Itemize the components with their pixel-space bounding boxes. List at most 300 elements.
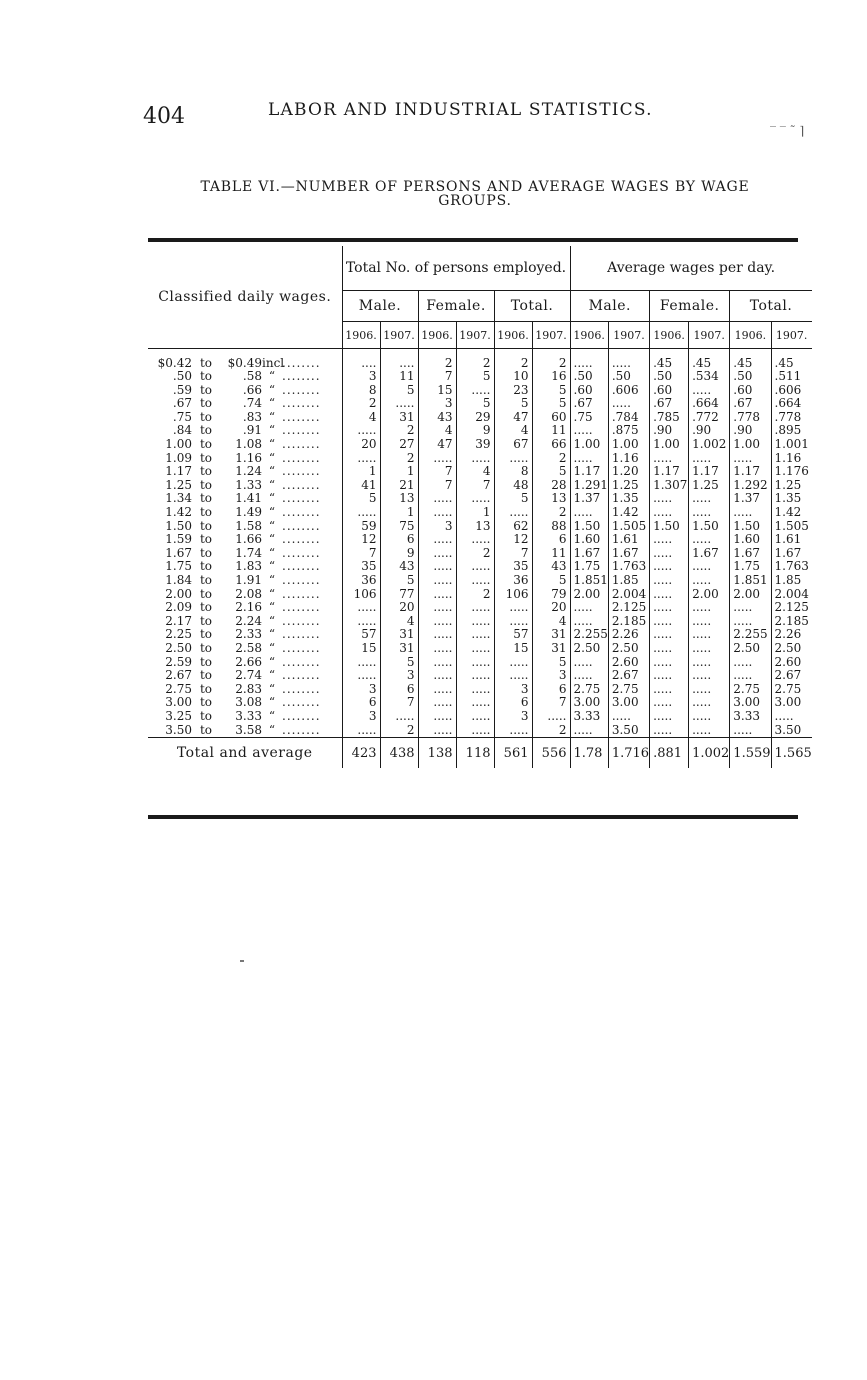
- wage-to: to: [199, 601, 213, 615]
- table-cell: .....: [456, 628, 494, 642]
- table-cell: 1.85: [771, 574, 812, 588]
- table-cell: 1.00: [570, 438, 608, 452]
- table-cell: .....: [608, 357, 649, 371]
- wage-class-label: [148, 438, 342, 452]
- wage-low: 1.17: [165, 465, 192, 479]
- table-cell: 3.00: [570, 696, 608, 710]
- table-row: [148, 411, 812, 425]
- wage-ditto: “: [268, 587, 276, 601]
- table-cell: 2.26: [771, 628, 812, 642]
- table-cell: 1.17: [650, 465, 689, 479]
- leader-dots: ........: [282, 614, 321, 628]
- leader-dots: ........: [282, 655, 321, 669]
- table-cell: .....: [608, 397, 649, 411]
- table-row: [148, 696, 812, 710]
- table-cell: 1.16: [771, 452, 812, 466]
- total-cell: 1.716: [608, 738, 649, 769]
- table-cell: 6: [532, 683, 570, 697]
- table-cell: .....: [418, 710, 456, 724]
- wage-high: 3.33: [235, 709, 262, 723]
- table-cell: .50: [730, 370, 771, 384]
- wage-high: .74: [242, 397, 262, 411]
- table-cell: 1: [380, 506, 418, 520]
- table-cell: .....: [689, 696, 730, 710]
- table-cell: 1.16: [608, 452, 649, 466]
- table-cell: .....: [771, 710, 812, 724]
- table-cell: .....: [456, 683, 494, 697]
- table-cell: .....: [689, 724, 730, 738]
- wage-class-label: [148, 601, 342, 615]
- wage-ditto: “: [268, 601, 276, 615]
- table-cell: 1.67: [689, 547, 730, 561]
- table-cell: 3: [494, 710, 532, 724]
- table-cell: .....: [650, 642, 689, 656]
- table-cell: 2: [532, 452, 570, 466]
- table-cell: 5: [532, 465, 570, 479]
- table-cell: .772: [689, 411, 730, 425]
- leader-dots: ........: [282, 506, 321, 520]
- table-cell: .....: [418, 615, 456, 629]
- table-cell: .....: [570, 656, 608, 670]
- table-cell: .60: [730, 384, 771, 398]
- table-cell: .664: [689, 397, 730, 411]
- table-cell: .....: [570, 601, 608, 615]
- table-cell: .....: [570, 357, 608, 371]
- table-cell: .....: [456, 452, 494, 466]
- table-cell: .....: [689, 615, 730, 629]
- table-cell: .....: [650, 710, 689, 724]
- wage-ditto: “: [268, 383, 276, 397]
- wage-ditto: “: [268, 546, 276, 560]
- table-cell: 1.35: [608, 492, 649, 506]
- table-cell: .....: [650, 724, 689, 738]
- table-cell: .90: [730, 424, 771, 438]
- table-cell: .....: [730, 615, 771, 629]
- table-cell: .60: [570, 384, 608, 398]
- wage-to: to: [199, 533, 213, 547]
- table-cell: .....: [730, 724, 771, 738]
- table-cell: 2: [532, 724, 570, 738]
- table-cell: .....: [608, 710, 649, 724]
- wage-low: 1.34: [165, 492, 192, 506]
- table-cell: 1.67: [570, 547, 608, 561]
- table-cell: .90: [689, 424, 730, 438]
- table-cell: 1.851: [730, 574, 771, 588]
- wage-high: .58: [242, 370, 262, 384]
- table-cell: .534: [689, 370, 730, 384]
- table-cell: .....: [418, 642, 456, 656]
- wage-low: .67: [172, 397, 192, 411]
- wage-class-label: [148, 683, 342, 697]
- table-cell: 1.60: [570, 533, 608, 547]
- total-cell: 1.565: [771, 738, 812, 769]
- table-cell: 6: [342, 696, 380, 710]
- wage-to: to: [199, 478, 213, 492]
- table-cell: .....: [570, 724, 608, 738]
- table-cell: 11: [380, 370, 418, 384]
- table-cell: 6: [380, 533, 418, 547]
- table-cell: 31: [380, 642, 418, 656]
- table-cell: 66: [532, 438, 570, 452]
- wage-high: .66: [242, 383, 262, 397]
- table-cell: .....: [650, 656, 689, 670]
- table-cell: 13: [456, 520, 494, 534]
- wage-class-label: [148, 574, 342, 588]
- wage-to: to: [199, 519, 213, 533]
- table-cell: 8: [342, 384, 380, 398]
- table-cell: .60: [650, 384, 689, 398]
- table-cell: .511: [771, 370, 812, 384]
- wage-ditto: “: [268, 723, 276, 737]
- wage-to: to: [199, 492, 213, 506]
- table-cell: .....: [342, 506, 380, 520]
- table-row: [148, 724, 812, 738]
- leader-dots: ........: [282, 546, 321, 560]
- table-cell: 10: [494, 370, 532, 384]
- table-cell: .....: [689, 710, 730, 724]
- wage-ditto: “: [268, 438, 276, 452]
- table-cell: 43: [380, 560, 418, 574]
- table-cell: 6: [532, 533, 570, 547]
- table-cell: 5: [380, 574, 418, 588]
- table-cell: 1: [456, 506, 494, 520]
- wage-ditto: “: [268, 424, 276, 438]
- leader-dots: ........: [282, 478, 321, 492]
- table-cell: .785: [650, 411, 689, 425]
- table-cell: 2.255: [570, 628, 608, 642]
- wage-class-label: [148, 724, 342, 738]
- table-cell: 1.42: [771, 506, 812, 520]
- total-cell: 1.002: [689, 738, 730, 769]
- wage-high: 1.24: [235, 465, 262, 479]
- table-cell: .67: [650, 397, 689, 411]
- table-row: [148, 710, 812, 724]
- wage-low: 2.09: [165, 601, 192, 615]
- total-cell: 423: [342, 738, 380, 769]
- table-cell: 1.50: [689, 520, 730, 534]
- total-cell: 138: [418, 738, 456, 769]
- table-cell: .....: [689, 533, 730, 547]
- wage-ditto: “: [268, 574, 276, 587]
- table-cell: 1.60: [730, 533, 771, 547]
- table-cell: .....: [650, 452, 689, 466]
- table-cell: .....: [570, 615, 608, 629]
- table-cell: 5: [532, 574, 570, 588]
- table-cell: 28: [532, 479, 570, 493]
- table-cell: 2: [494, 357, 532, 371]
- table-cell: 1: [380, 465, 418, 479]
- table-cell: 9: [456, 424, 494, 438]
- wage-class-label: [148, 696, 342, 710]
- table-cell: 5: [456, 370, 494, 384]
- table-cell: 47: [494, 411, 532, 425]
- wage-low: 3.50: [165, 723, 192, 737]
- table-row: [148, 479, 812, 493]
- table-cell: 2: [456, 547, 494, 561]
- wage-to: to: [199, 709, 213, 723]
- table-cell: .....: [532, 710, 570, 724]
- table-cell: 1.75: [570, 560, 608, 574]
- wage-class-label: [148, 710, 342, 724]
- total-cell: 556: [532, 738, 570, 769]
- table-cell: 9: [380, 547, 418, 561]
- table-cell: .....: [342, 656, 380, 670]
- table-cell: 57: [342, 628, 380, 642]
- table-row: [148, 465, 812, 479]
- page-number: 404: [143, 104, 185, 129]
- wage-class-label: [148, 533, 342, 547]
- table-cell: .....: [689, 628, 730, 642]
- header-wages-female: Female.: [650, 291, 730, 322]
- table-row: [148, 560, 812, 574]
- leader-dots: ........: [282, 628, 321, 642]
- wage-low: 1.50: [165, 519, 192, 533]
- table-cell: .....: [730, 656, 771, 670]
- leader-dots: ........: [282, 451, 321, 465]
- table-cell: .875: [608, 424, 649, 438]
- table-cell: 1.505: [608, 520, 649, 534]
- header-average-wages: Average wages per day.: [570, 246, 812, 291]
- table-cell: 20: [380, 601, 418, 615]
- header-classified-wages: Classified daily wages.: [148, 246, 342, 349]
- table-cell: 106: [342, 588, 380, 602]
- table-cell: 2.00: [689, 588, 730, 602]
- wage-to: to: [199, 438, 213, 452]
- table-cell: 1.851: [570, 574, 608, 588]
- table-cell: 7: [342, 547, 380, 561]
- wage-low: 1.84: [165, 574, 192, 587]
- table-cell: .....: [689, 683, 730, 697]
- table-cell: .....: [730, 669, 771, 683]
- table-cell: 2: [532, 357, 570, 371]
- table-cell: 1.25: [771, 479, 812, 493]
- table-cell: 1.42: [608, 506, 649, 520]
- leader-dots: ........: [282, 587, 321, 601]
- table-cell: 6: [494, 696, 532, 710]
- wage-ditto: “: [268, 641, 276, 655]
- table-row: [148, 642, 812, 656]
- table-cell: 7: [532, 696, 570, 710]
- table-cell: 67: [494, 438, 532, 452]
- table-row: [148, 424, 812, 438]
- year-header: 1906.: [650, 322, 689, 349]
- table-cell: 1.002: [689, 438, 730, 452]
- wage-to: to: [199, 356, 213, 370]
- leader-dots: ........: [282, 410, 321, 424]
- table-cell: .50: [650, 370, 689, 384]
- table-cell: 3: [342, 710, 380, 724]
- table-cell: 2.00: [730, 588, 771, 602]
- table-cell: 20: [342, 438, 380, 452]
- wage-to: to: [199, 696, 213, 710]
- wage-high: 1.08: [235, 438, 262, 452]
- wage-class-label: [148, 492, 342, 506]
- table-cell: .50: [570, 370, 608, 384]
- wage-class-label: [148, 424, 342, 438]
- table-cell: 59: [342, 520, 380, 534]
- wage-to: to: [199, 574, 213, 587]
- table-cell: 2.185: [771, 615, 812, 629]
- table-cell: 2.60: [771, 656, 812, 670]
- wage-ditto: “: [268, 560, 276, 574]
- wage-low: 2.50: [165, 641, 192, 655]
- wage-class-label: [148, 560, 342, 574]
- table-cell: 1.763: [608, 560, 649, 574]
- table-cell: .....: [418, 452, 456, 466]
- table-cell: 1.17: [730, 465, 771, 479]
- table-cell: .....: [342, 452, 380, 466]
- table-cell: 4: [494, 424, 532, 438]
- wage-low: 1.59: [165, 533, 192, 547]
- table-cell: .90: [650, 424, 689, 438]
- table-cell: .45: [650, 357, 689, 371]
- table-cell: .75: [570, 411, 608, 425]
- table-cell: 3: [532, 669, 570, 683]
- wage-to: to: [199, 424, 213, 438]
- table-cell: .....: [380, 710, 418, 724]
- table-cell: .....: [650, 628, 689, 642]
- table-cell: 8: [494, 465, 532, 479]
- table-cell: .....: [650, 506, 689, 520]
- table-cell: .....: [494, 669, 532, 683]
- table-cell: .....: [689, 452, 730, 466]
- table-cell: .....: [650, 588, 689, 602]
- table-cell: 2: [380, 452, 418, 466]
- table-cell: 2.75: [771, 683, 812, 697]
- table-cell: 2.004: [771, 588, 812, 602]
- table-cell: .....: [342, 424, 380, 438]
- wage-ditto: “: [268, 465, 276, 479]
- leader-dots: ........: [282, 438, 321, 452]
- wage-low: .84: [172, 424, 192, 438]
- header-wages-male: Male.: [570, 291, 650, 322]
- wage-class-label: [148, 628, 342, 642]
- table-cell: 3: [342, 370, 380, 384]
- wage-to: to: [199, 506, 213, 520]
- table-row: [148, 588, 812, 602]
- wage-low: 2.75: [165, 682, 192, 696]
- table-cell: .....: [342, 724, 380, 738]
- table-cell: 1.001: [771, 438, 812, 452]
- wage-ditto: “: [268, 492, 276, 506]
- table-cell: 1.763: [771, 560, 812, 574]
- wage-high: 1.58: [235, 519, 262, 533]
- wage-high: 1.74: [235, 546, 262, 560]
- table-cell: 48: [494, 479, 532, 493]
- wage-high: 2.58: [235, 641, 262, 655]
- table-cell: .....: [342, 615, 380, 629]
- table-cell: 1.00: [650, 438, 689, 452]
- table-cell: .....: [456, 710, 494, 724]
- table-cell: 36: [494, 574, 532, 588]
- wage-to: to: [199, 546, 213, 560]
- table-cell: .....: [456, 601, 494, 615]
- wage-high: 1.16: [235, 451, 262, 465]
- table-cell: 15: [494, 642, 532, 656]
- wage-high: 2.83: [235, 682, 262, 696]
- table-cell: 1.00: [608, 438, 649, 452]
- table-cell: 4: [532, 615, 570, 629]
- leader-dots: ........: [282, 370, 321, 384]
- table-cell: 2.75: [608, 683, 649, 697]
- table-cell: .....: [418, 574, 456, 588]
- leader-dots: ........: [282, 601, 321, 615]
- wage-low: 1.09: [165, 451, 192, 465]
- bottom-rule: [148, 815, 798, 819]
- total-row: [148, 738, 812, 769]
- table-cell: 5: [532, 384, 570, 398]
- table-cell: .....: [342, 601, 380, 615]
- table-cell: .....: [689, 601, 730, 615]
- table-cell: 7: [418, 465, 456, 479]
- table-cell: .....: [456, 656, 494, 670]
- table-row: [148, 656, 812, 670]
- table-cell: .....: [689, 560, 730, 574]
- table-cell: 60: [532, 411, 570, 425]
- table-cell: .....: [494, 601, 532, 615]
- wage-ditto: “: [268, 506, 276, 520]
- table-cell: 13: [532, 492, 570, 506]
- wage-high: 1.49: [235, 506, 262, 520]
- table-row: [148, 357, 812, 371]
- wage-ditto: “: [268, 709, 276, 723]
- table-cell: .....: [418, 492, 456, 506]
- table-cell: .....: [650, 492, 689, 506]
- table-cell: .784: [608, 411, 649, 425]
- wage-high: 3.08: [235, 696, 262, 710]
- table-row: [148, 397, 812, 411]
- table-cell: 3.33: [730, 710, 771, 724]
- table-cell: 1.50: [730, 520, 771, 534]
- table-cell: 5: [494, 492, 532, 506]
- table-cell: 5: [532, 397, 570, 411]
- table-cell: 31: [380, 411, 418, 425]
- wage-to: to: [199, 560, 213, 574]
- wage-ditto: “: [268, 655, 276, 669]
- running-head: LABOR AND INDUSTRIAL STATISTICS.: [268, 100, 653, 120]
- table-cell: 7: [456, 479, 494, 493]
- table-cell: 36: [342, 574, 380, 588]
- table-cell: 62: [494, 520, 532, 534]
- wage-low: 2.17: [165, 614, 192, 628]
- table-cell: .67: [730, 397, 771, 411]
- wage-to: to: [199, 465, 213, 479]
- wage-ditto: “: [268, 410, 276, 424]
- wage-high: .91: [242, 424, 262, 438]
- wage-to: to: [199, 383, 213, 397]
- table-cell: .....: [418, 724, 456, 738]
- table-cell: 3: [494, 683, 532, 697]
- table-cell: .67: [570, 397, 608, 411]
- wage-ditto: “: [268, 478, 276, 492]
- table-row: [148, 628, 812, 642]
- table-cell: .....: [456, 533, 494, 547]
- wage-to: to: [199, 370, 213, 384]
- year-header: 1906.: [494, 322, 532, 349]
- wage-table: [148, 246, 812, 768]
- table-cell: 5: [456, 397, 494, 411]
- table-cell: .....: [342, 669, 380, 683]
- table-cell: .....: [418, 533, 456, 547]
- table-cell: 12: [342, 533, 380, 547]
- table-cell: 2.26: [608, 628, 649, 642]
- table-cell: 2.125: [771, 601, 812, 615]
- year-header: 1907.: [689, 322, 730, 349]
- leader-dots: ........: [282, 560, 321, 574]
- table-cell: 57: [494, 628, 532, 642]
- wage-high: 2.08: [235, 587, 262, 601]
- table-cell: .....: [650, 560, 689, 574]
